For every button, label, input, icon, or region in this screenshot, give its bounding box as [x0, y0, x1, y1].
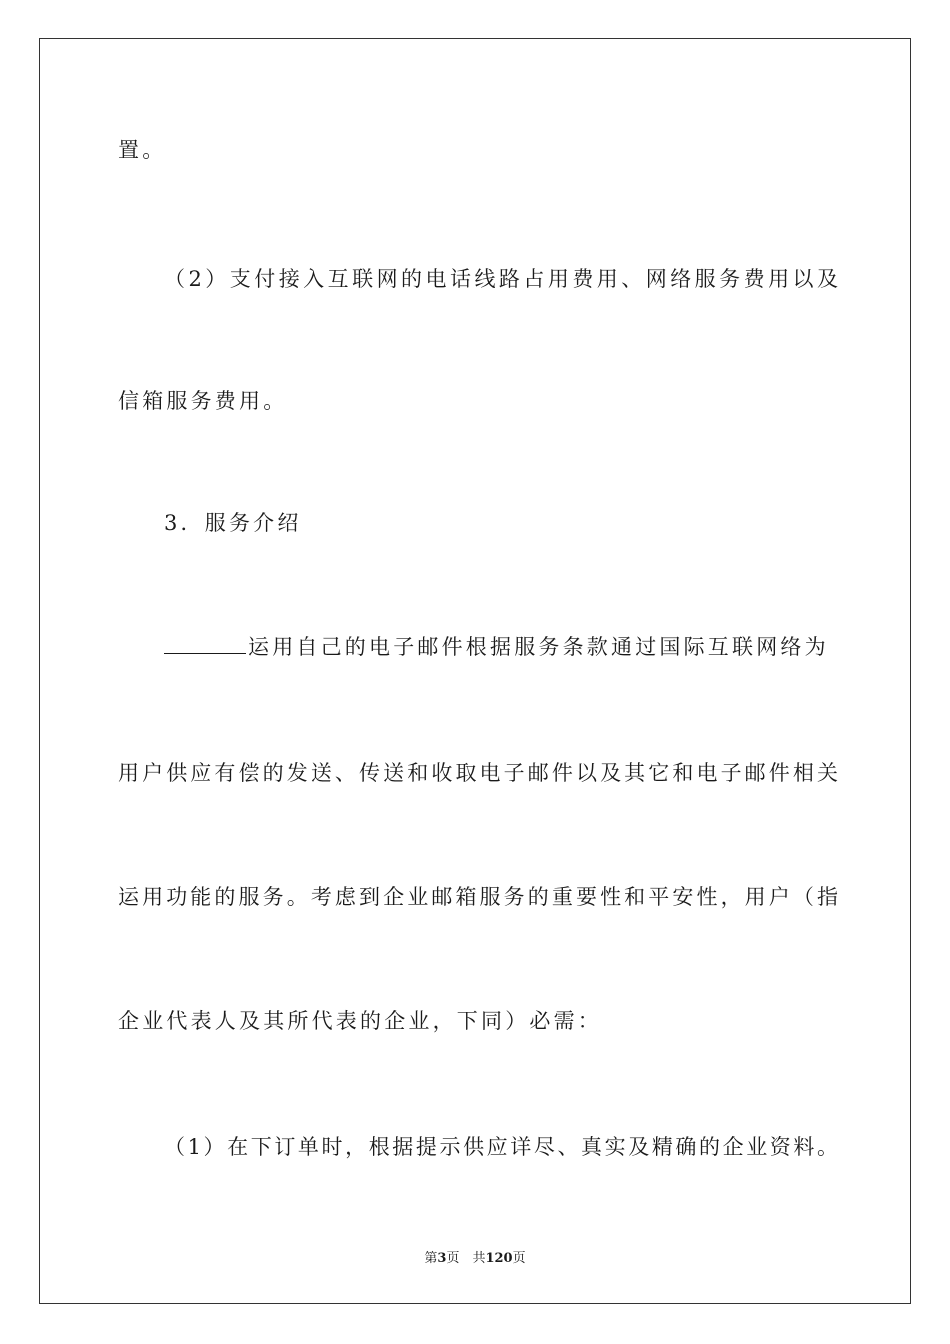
footer-prefix: 第	[424, 1251, 438, 1266]
paragraph-line-6: 用户供应有偿的发送、传送和收取电子邮件以及其它和电子邮件相关	[118, 761, 838, 785]
paragraph-line-9: （1）在下订单时，根据提示供应详尽、真实及精确的企业资料。	[164, 1135, 838, 1159]
fill-in-blank	[164, 633, 246, 654]
paragraph-line-5	[164, 632, 838, 662]
paragraph-line-2: （2）支付接入互联网的电话线路占用费用、网络服务费用以及	[164, 267, 838, 291]
paragraph-line-8: 企业代表人及其所代表的企业，下同）必需：	[118, 1009, 602, 1033]
footer-total-pages: 120	[485, 1251, 513, 1266]
paragraph-line-5-text: 运用自己的电子邮件根据服务条款通过国际互联网络为	[248, 635, 829, 659]
document-page	[39, 38, 911, 1304]
footer-mid: 页 共	[446, 1251, 486, 1266]
paragraph-line-3: 信箱服务费用。	[118, 389, 288, 413]
footer-suffix: 页	[512, 1251, 526, 1266]
paragraph-line-7: 运用功能的服务。考虑到企业邮箱服务的重要性和平安性，用户（指	[118, 885, 838, 909]
paragraph-line-1: 置。	[118, 138, 167, 162]
section-heading: 3．服务介绍	[164, 511, 302, 535]
footer-page-number: 3	[437, 1251, 447, 1266]
page-footer	[40, 1247, 910, 1266]
